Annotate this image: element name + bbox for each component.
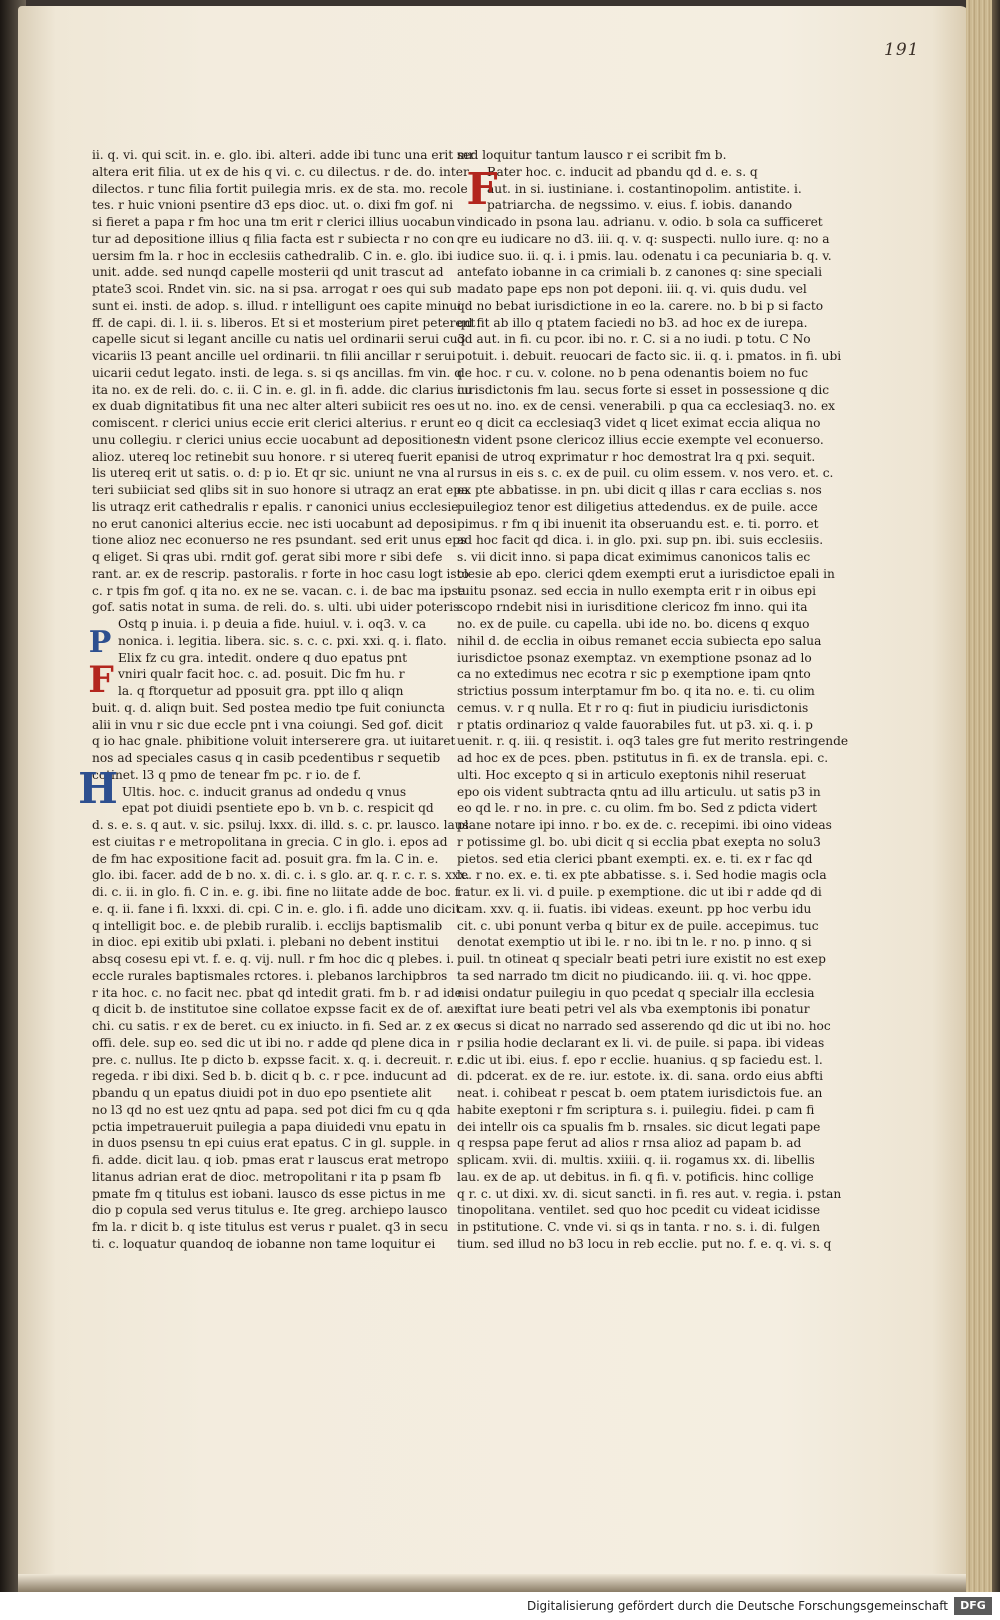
text-line: si fieret a papa r fm hoc una tm erit r clerici illius uocabun [92, 215, 456, 229]
text-line: tione alioz nec econuerso ne res psundant. sed erit unus eps [92, 533, 467, 548]
text-line: q r. c. ut dixi. xv. di. sicut sancti. in fi. res aut. v. regia. i. pstan [457, 1186, 842, 1201]
folio-number: 191 [884, 40, 920, 60]
text-line: ta sed narrado tm dicit no piudicando. iii. q. vi. hoc qppe. [457, 968, 812, 983]
text-line: e. q. ii. fane i fi. lxxxi. di. cpi. C in. e. glo. i fi. adde uno dicit [92, 901, 461, 916]
text-line: ulti. Hoc excepto q si in articulo exeptonis nihil reseruat [457, 767, 806, 782]
text-line: le. r no. ex. e. ti. ex pte abbatisse. s. i. Sed hodie magis ocla [457, 868, 827, 883]
text-line: gof. satis notat in suma. de reli. do. s. ulti. ubi uider poteris. [92, 600, 464, 615]
text-line: no. ex de puile. cu capella. ubi ide no. bo. dicens q exquo [457, 617, 810, 631]
text-line: unu collegiu. r clerici unius eccie uocabunt ad depositiones [92, 432, 460, 447]
text-line: patriarcha. de negssimo. v. eius. f. iobis. danando [487, 198, 793, 213]
text-line: la. q ftorquetur ad pposuit gra. ppt illo q aliqn [118, 684, 404, 698]
text-line: cotinet. l3 q pmo de tenear fm pc. r io. de f. [92, 767, 362, 782]
text-line: chi. cu satis. r ex de beret. cu ex iniucto. in fi. Sed ar. z ex o [92, 1019, 461, 1033]
initial-letter-f-right: F [466, 164, 498, 215]
text-line: unit. adde. sed nunqd capelle mosterii qd unit trascut ad [92, 265, 444, 280]
text-line: tinopolitana. ventilet. sed quo hoc pcedit cu videat icidisse [457, 1203, 821, 1218]
text-line: pietos. sed etia clerici pbant exempti. ex. e. ti. ex r fac qd [457, 851, 813, 866]
text-line: de hoc. r cu. v. colone. no b pena odenantis boiem no fuc [457, 365, 809, 380]
text-line: alioz. utereq loc retinebit suu honore. r si utereq fuerit epa [92, 449, 459, 464]
text-line: exiftat iure beati petri vel als vba exemptonis ibi ponatur [457, 1002, 810, 1017]
text-line: nonica. i. legitia. libera. sic. s. c. c. pxi. xxi. q. i. flato. [118, 633, 447, 648]
initial-letter-h: H [78, 764, 118, 813]
text-line: ita no. ex de reli. do. c. ii. C in. e. gl. in fi. adde. dic clarius cu [92, 382, 473, 397]
text-line: r ptatis ordinarioz q valde fauorabiles fut. ut p3. xi. q. i. p [457, 717, 813, 732]
text-line: scopo rndebit nisi in iurisditione clericoz fm inno. qui ita [457, 600, 808, 615]
text-line: no erut canonici alterius eccie. nec isti uocabunt ad deposi [92, 516, 457, 531]
page-bottom-edge [18, 1574, 970, 1592]
text-line: puil. tn otineat q specialr beati petri iure existit no est exep [457, 952, 826, 966]
text-line: iudice suo. ii. q. i. i pmis. lau. odenatu i ca pecuniaria b. q. v. [457, 248, 832, 263]
text-line: di. pdcerat. ex de re. iur. estote. ix. di. sana. ordo eius abfti [457, 1069, 823, 1084]
text-line: r dic ut ibi. eius. f. epo r ecclie. huanius. q sp faciedu est. l. [457, 1052, 823, 1067]
text-line: plane notare ipi inno. r bo. ex de. c. recepimi. ibi oino videas [457, 818, 832, 832]
text-line: nisi ondatur puilegiu in quo pcedat q specialr illa ecclesia [457, 985, 815, 1000]
text-line: neat. i. cohibeat r pescat b. oem ptatem iurisdictois fue. an [457, 1086, 823, 1100]
text-line: nihil d. de ecclia in oibus remanet eccia subiecta epo salua [457, 633, 822, 648]
text-line: dei intellr ois ca spualis fm b. rnsales. sic dicut legati pape [457, 1119, 821, 1134]
text-line: vindicado in psona lau. adrianu. v. odio. b sola ca sufficeret [457, 215, 823, 229]
text-line: sunt ei. insti. de adop. s. illud. r intelligunt oes capite minui [92, 298, 462, 313]
text-line: puilegioz tenor est diligetius attedendus. ex de puile. acce [457, 499, 818, 514]
text-line: qre eu iudicare no d3. iii. q. v. q: suspecti. nullo iure. q: no a [457, 231, 830, 246]
text-line: ratur. ex li. vi. d puile. p exemptione. dic ut ibi r adde qd di [457, 885, 822, 899]
text-line: lau. ex de ap. ut debitus. in fi. q fi. v. potificis. hinc collige [457, 1169, 814, 1184]
text-line: buit. q. d. aliqn buit. Sed postea medio tpe fuit coniuncta [92, 700, 446, 715]
text-line: r potissime gl. bo. ubi dicit q si ecclia pbat exepta no solu3 [457, 834, 821, 849]
text-line: fi. adde. dicit lau. q iob. pmas erat r lauscus erat metropo [92, 1153, 449, 1167]
text-line: Ultis. hoc. c. inducit granus ad ondedu q vnus [122, 784, 407, 799]
text-line: ff. de capi. di. l. ii. s. liberos. Et si et mosterium piret peterent [92, 315, 476, 330]
left-text-column [92, 147, 476, 1253]
right-text-column [457, 147, 849, 1253]
text-line: d. s. e. s. q aut. v. sic. psiluj. lxxx. di. illd. s. c. pr. lausco. laus [92, 818, 469, 832]
text-line: potuit. i. debuit. reuocari de facto sic. ii. q. i. pmatos. in fi. ubi [457, 349, 842, 363]
text-line: Rater hoc. c. inducit ad pbandu qd d. e. s. q [487, 164, 758, 179]
text-line: pre. c. nullus. Ite p dicto b. expsse facit. x. q. i. decreuit. r. c. [92, 1052, 468, 1067]
text-line: eo qd le. r no. in pre. c. cu olim. fm bo. Sed z pdicta vidert [457, 801, 817, 816]
text-line: vniri qualr facit hoc. c. ad. posuit. Dic fm hu. r [118, 667, 405, 682]
text-line: ut no. ino. ex de censi. venerabili. p qua ca ecclesiaq3. no. ex [457, 399, 836, 414]
text-line: est ciuitas r e metropolitana in grecia. C in glo. i. epos ad [92, 834, 448, 849]
text-line: glo. ibi. facer. add de b no. x. di. c. i. s glo. ar. q. r. c. r. s. xxx. [92, 868, 470, 883]
text-line: lis utereq erit ut satis. o. d: p io. Et qr sic. uniunt ne vna al [92, 466, 455, 481]
text-line: rant. ar. ex de rescrip. pastoralis. r forte in hoc casu logt isto [92, 566, 469, 581]
text-line: tuitu psonaz. sed eccia in nullo exempta erit r in oibus epi [457, 583, 816, 598]
text-line: denotat exemptio ut ibi le. r no. ibi tn le. r no. p inno. q si [457, 935, 812, 950]
text-line: rursus in eis s. c. ex de puil. cu olim essem. v. nos vero. et. c. [457, 466, 834, 481]
text-line: epat pot diuidi psentiete epo b. vn b. c. respicit qd [122, 801, 434, 816]
text-line: qd no bebat iurisdictione in eo la. carere. no. b bi p si facto [457, 298, 824, 313]
text-line: ii. q. vi. qui scit. in. e. glo. ibi. alteri. adde ibi tunc una erit mr [92, 148, 475, 162]
text-line: dio p copula sed verus titulus e. Ite greg. archiepo lausco [92, 1203, 448, 1218]
text-line: lis utraqz erit cathedralis r epalis. r canonici unius ecclesie [92, 499, 459, 514]
text-line: de fm hac expositione facit ad. posuit gra. fm la. C in. e. [92, 851, 439, 866]
text-line: tn vident psone clericoz illius eccie exempte vel econuerso. [457, 432, 824, 447]
text-line: capelle sicut si legant ancille cu natis uel ordinarii serui cu3 [92, 332, 466, 347]
text-line: comiscent. r clerici unius eccie erit clerici alterius. r erunt [92, 416, 454, 430]
text-line: ti. c. loquatur quandoq de iobanne non tame loquitur ei [92, 1236, 436, 1251]
text-line: antefato iobanne in ca crimiali b. z canones q: sine speciali [457, 265, 822, 280]
dfg-logo: DFG [954, 1597, 992, 1615]
text-line: pbandu q un epatus diuidi pot in duo epo psentiete alit [92, 1086, 432, 1100]
initial-letter-f: F [88, 659, 114, 701]
text-line: no l3 qd no est uez qntu ad papa. sed pot dici fm cu q qda [92, 1102, 451, 1117]
text-line: sed loquitur tantum lausco r ei scribit fm b. [457, 148, 727, 162]
text-line: tur ad depositione illius q filia facta est r subiecta r no con [92, 231, 455, 246]
text-line: fm la. r dicit b. q iste titulus est verus r pualet. q3 in secu [92, 1220, 449, 1234]
text-line: q intelligit boc. e. de plebib ruralib. i. ecclijs baptismalib [92, 918, 443, 933]
text-line: ca no extedimus nec ecotra r sic p exemptione ipam qnto [457, 667, 811, 682]
text-line: in pstitutione. C. vnde vi. si qs in tanta. r no. s. i. di. fulgen [457, 1220, 821, 1234]
text-line: teri subiiciat sed qlibs sit in suo honore si utraqz an erat epa [92, 483, 469, 497]
text-line: ad hoc ex de pces. pben. pstitutus in fi. ex de transla. epi. c. [457, 751, 829, 765]
page-edges [966, 0, 1000, 1592]
text-line: in dioc. epi exitib ubi pxlati. i. plebani no debent institui [92, 935, 439, 950]
text-line: eo q dicit ca ecclesiaq3 videt q licet eximat eccia aliqua no [457, 416, 821, 430]
text-line: vicariis l3 peant ancille uel ordinarii. tn filii ancillar r serui [92, 349, 456, 363]
text-line: pctia impetraueruit puilegia a papa diuidedi vnu epatu in [92, 1119, 447, 1134]
text-line: uicarii cedut legato. insti. de lega. s. si qs ancillas. fm vin. q [92, 365, 463, 380]
text-line: eccle rurales baptismales rctores. i. plebanos larchipbros [92, 968, 448, 983]
text-line: cam. xxv. q. ii. fuatis. ibi videas. exeunt. pp hoc verbu idu [457, 901, 812, 916]
text-line: q io hac gnale. phibitione voluit interserere gra. ut iuitaret [92, 734, 456, 749]
initial-letter-p: P [88, 625, 112, 660]
text-line: dilectos. r tunc filia fortit puilegia mris. ex de sta. mo. recole [92, 181, 468, 196]
text-line: iurisdictoe psonaz exemptaz. vn exemptione psonaz ad lo [457, 650, 812, 665]
text-line: cit. c. ubi ponunt verba q bitur ex de puile. accepimus. tuc [457, 918, 819, 933]
text-line: alii in vnu r sic due eccle pnt i vna coiungi. Sed gof. dicit [92, 717, 443, 732]
text-line: uenit. r. q. iii. q resistit. i. oq3 tales gre fut merito restringende [457, 734, 849, 749]
text-line: pmate fm q titulus est iobani. lausco ds esse pictus in me [92, 1186, 446, 1201]
text-line: r psilia hodie declarant ex li. vi. de puile. si papa. ibi videas [457, 1035, 825, 1050]
text-line: habite exeptoni r fm scriptura s. i. puilegiu. fidei. p cam fi [457, 1102, 815, 1117]
text-line: in duos psensu tn epi cuius erat epatus. C in gl. supple. in [92, 1136, 451, 1151]
text-line: Ostq p inuia. i. p deuia a fide. huiul. v. i. oq3. v. ca [118, 617, 427, 631]
text-line: qd fit ab illo q ptatem faciedi no b3. ad hoc ex de iurepa. [457, 315, 808, 330]
text-line: qd aut. in fi. cu pcor. ibi no. r. C. si a no iudi. p totu. C No [457, 332, 811, 347]
text-line: splicam. xvii. di. multis. xxiiii. q. ii. rogamus xx. di. libellis [457, 1153, 815, 1167]
text-line: s. vii dicit inno. si papa dicat eximimus canonicos talis ec [457, 550, 811, 564]
text-line: pimus. r fm q ibi inuenit ita obseruandu est. e. ti. porro. et [457, 516, 819, 531]
text-line: strictius possum interptamur fm bo. q ita no. e. ti. cu olim [457, 684, 815, 698]
text-line: di. c. ii. in glo. fi. C in. e. g. ibi. fine no liitate adde de boc. f. [92, 885, 463, 899]
text-line: cemus. v. r q nulla. Et r ro q: fiut in piudiciu iurisdictonis [457, 700, 809, 715]
funding-credit: Digitalisierung gefördert durch die Deutsche Forschungsgemeinschaft [526, 1599, 948, 1613]
footer-bar [0, 1592, 1000, 1620]
text-line: c. r tpis fm gof. q ita no. ex ne se. vacan. c. i. de bac ma ipse [92, 583, 465, 598]
text-line: offi. dele. sup eo. sed dic ut ibi no. r adde qd plene dica in [92, 1035, 451, 1050]
text-line: madato pape eps non pot deponi. iii. q. vi. quis dudu. vel [457, 282, 807, 296]
text-line: nisi de utroq exprimatur r hoc demostrat lra q pxi. sequit. [457, 449, 816, 464]
text-line: ex duab dignitatibus fit una nec alter alteri subiicit res oes [92, 399, 456, 414]
text-line: clesie ab epo. clerici qdem exempti erut a iurisdictoe epali in [457, 566, 835, 581]
text-line: q dicit b. de institutoe sine collatoe expsse facit ex de of. ar [92, 1002, 460, 1017]
text-line: aut. in si. iustiniane. i. costantinopolim. antistite. i. [487, 181, 802, 196]
text-line: ad hoc facit qd dica. i. in glo. pxi. sup pn. ibi. suis ecclesiis. [457, 533, 824, 548]
text-line: nos ad speciales casus q in casib pcedentibus r sequetib [92, 751, 441, 765]
text-line: tes. r huic vnioni psentire d3 eps dioc. ut. o. dixi fm gof. ni [92, 198, 454, 213]
text-line: absq cosesu epi vt. f. e. q. vij. null. r fm hoc dic q plebes. i. [92, 952, 455, 966]
text-line: litanus adrian erat de dioc. metropolitani r ita p psam fb [92, 1169, 442, 1184]
text-line: regeda. r ibi dixi. Sed b. b. dicit q b. c. r pce. inducunt ad [92, 1069, 447, 1084]
text-line: iurisdictonis fm lau. secus forte si esset in possessione q dic [457, 382, 830, 397]
text-line: ex pte abbatisse. in pn. ubi dicit q illas r cara ecclias s. nos [457, 483, 822, 497]
text-line: altera erit filia. ut ex de his q vi. c. cu dilectus. r de. do. inter [92, 164, 469, 179]
text-line: secus si dicat no narrado sed asserendo qd dic ut ibi no. hoc [457, 1019, 831, 1033]
text-line: tium. sed illud no b3 locu in reb ecclie. put no. f. e. q. vi. s. q [457, 1236, 832, 1251]
text-line: ptate3 scoi. Rndet vin. sic. na si psa. arrogat r oes qui sub [92, 282, 452, 296]
text-line: q eliget. Si qras ubi. rndit gof. gerat sibi more r sibi defe [92, 550, 443, 564]
text-line: epo ois vident subtracta qntu ad illu articulu. ut satis p3 in [457, 784, 821, 799]
text-line: Elix fz cu gra. intedit. ondere q duo epatus pnt [118, 650, 407, 665]
text-line: r ita hoc. c. no facit nec. pbat qd intedit grati. fm b. r ad ide [92, 985, 462, 1000]
text-line: uersim fm la. r hoc in ecclesiis cathedralib. C in. e. glo. ibi [92, 248, 453, 263]
text-line: q respsa pape ferut ad alios r rnsa alioz ad papam b. ad [457, 1136, 802, 1151]
